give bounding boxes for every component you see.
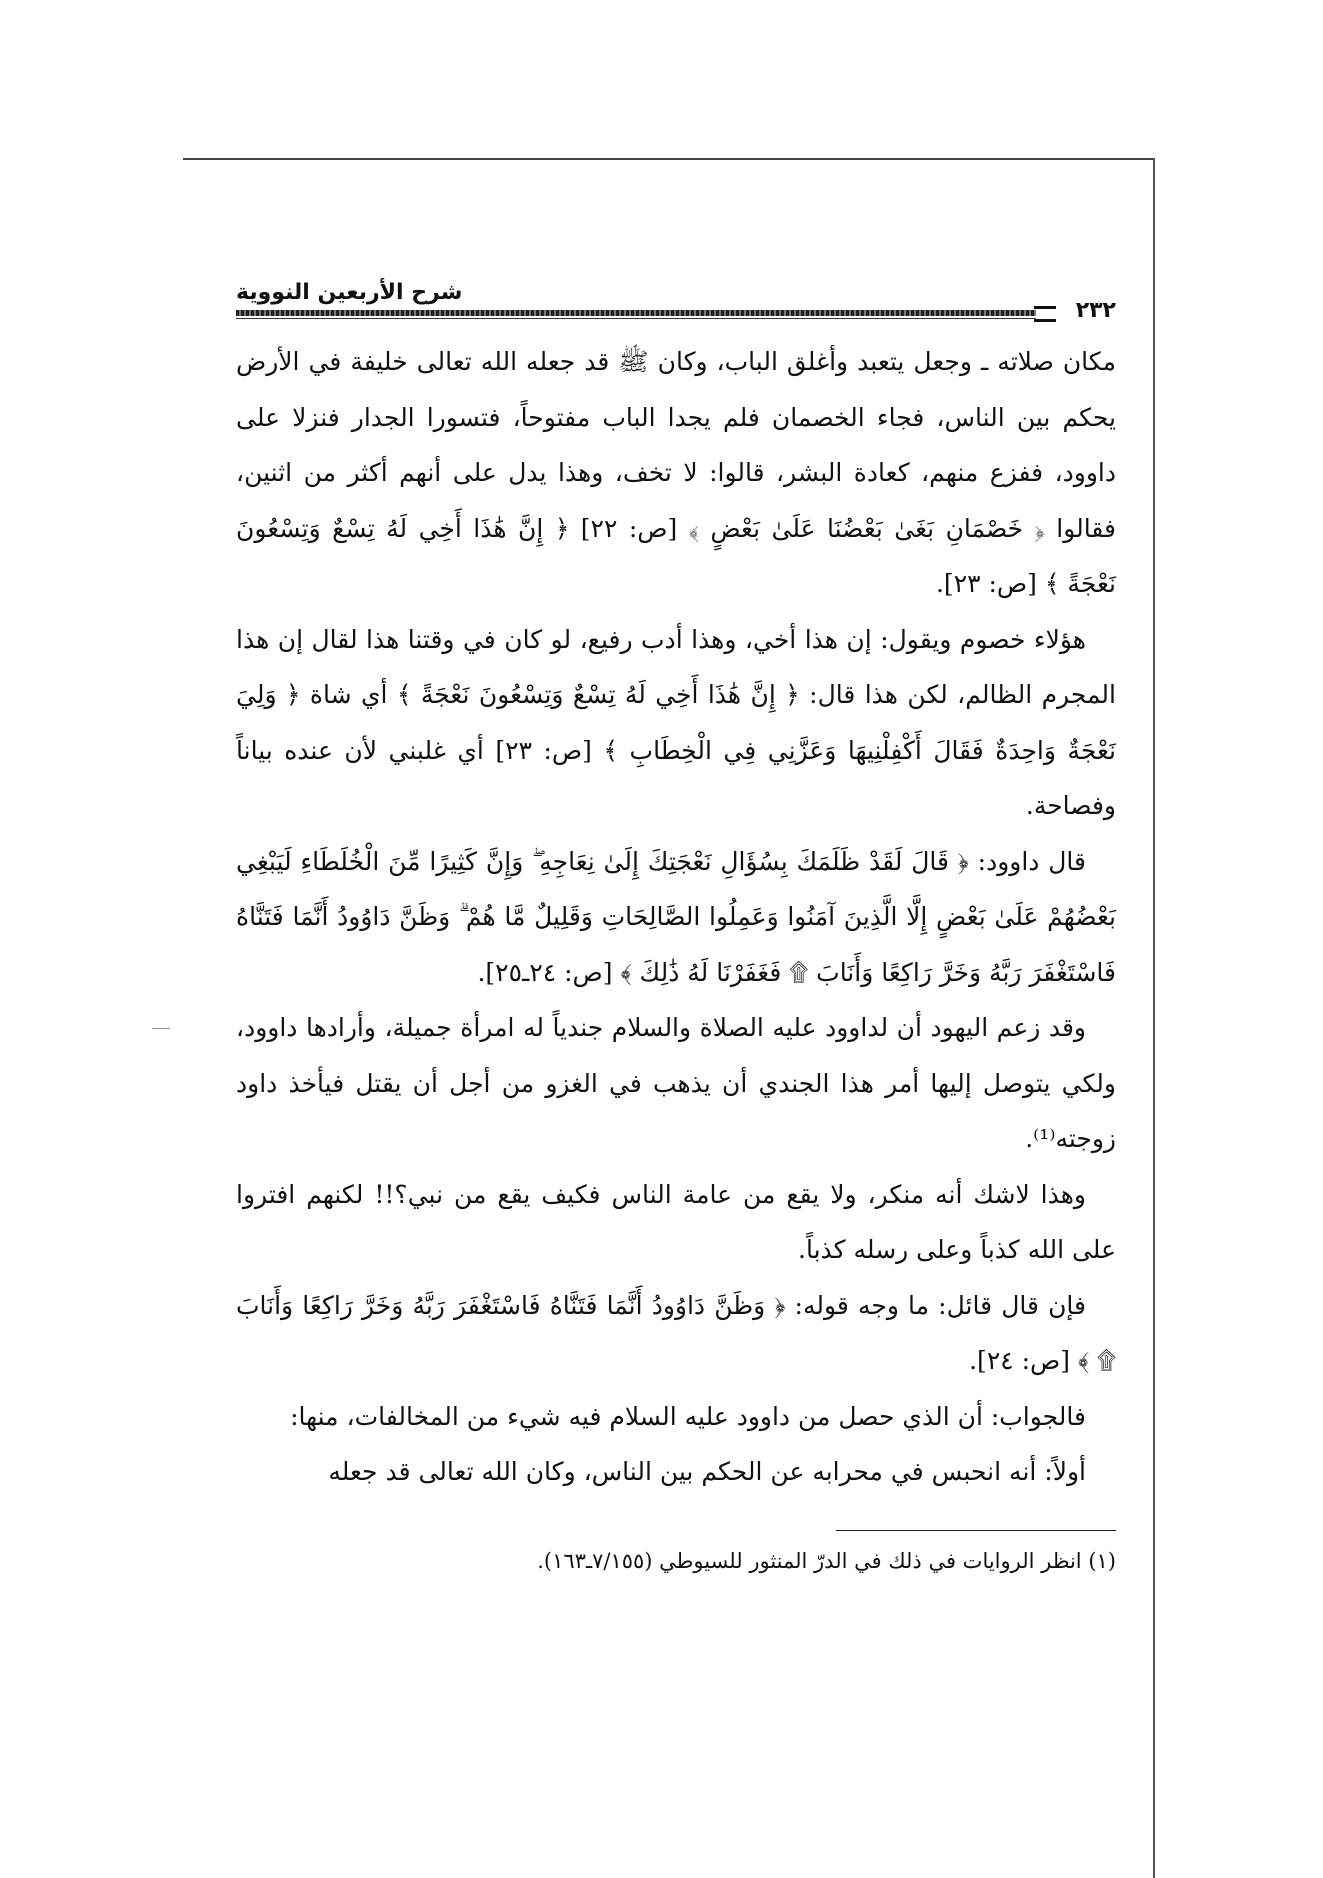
scan-border-right: [1153, 158, 1155, 1878]
paragraph: قال داوود: ﴿ قَالَ لَقَدْ ظَلَمَكَ بِسُؤَالِ نَعْجَتِكَ إِلَىٰ نِعَاجِهِ ۖ وَإِنَّ كَثِيرًا مِّنَ الْخُلَطَاءِ لَيَبْغِي بَعْضُهُمْ عَلَىٰ بَعْضٍ إِلَّا الَّذِينَ آمَنُوا وَعَمِلُوا الصَّالِحَاتِ وَقَلِيلٌ مَّا هُمْ ۗ وَظَنَّ دَاوُودُ أَنَّمَا فَتَنَّاهُ فَاسْتَغْفَرَ رَبَّهُ وَخَرَّ رَاكِعًا وَأَنَابَ ۩ فَغَفَرْنَا لَهُ ذَٰلِكَ ﴾ [ص: ٢٤ـ٢٥].: [236, 846, 1116, 987]
footnote: (١) انظر الروايات في ذلك في الدرّ المنثور للسيوطي (٧/١٥٥ـ١٦٣).: [537, 1548, 1116, 1573]
paragraph: وقد زعم اليهود أن لداوود عليه الصلاة والسلام جندياً له امرأة جميلة، وأرادها داوود، ولكي يتوصل إليها أمر هذا الجندي أن يذهب في الغزو من أجل أن يقتل فيأخذ داود زوجته⁽¹⁾.: [236, 1013, 1116, 1153]
footnote-separator: [836, 1530, 1116, 1531]
paragraph: فإن قال قائل: ما وجه قوله: ﴿ وَظَنَّ دَاوُودُ أَنَّمَا فَتَنَّاهُ فَاسْتَغْفَرَ رَبَّهُ وَخَرَّ رَاكِعًا وَأَنَابَ ۩ ﴾ [ص: ٢٤].: [236, 1290, 1116, 1375]
page-number: ٢٣٢: [1070, 298, 1116, 323]
paragraph: فالجواب: أن الذي حصل من داوود عليه السلام فيه شيء من المخالفات، منها:: [290, 1401, 1086, 1431]
book-page: [236, 280, 1116, 1581]
page-number-ornament: [1034, 306, 1056, 322]
header-rule: [236, 310, 1036, 316]
scan-border-top: [183, 158, 1155, 160]
paragraph: وهذا لاشك أنه منكر، ولا يقع من عامة الناس فكيف يقع من نبي؟!! لكنهم افتروا على الله كذباً وعلى رسله كذباً.: [236, 1179, 1116, 1264]
scan-mark: [152, 1028, 170, 1029]
running-header: [236, 280, 1116, 328]
paragraph: هؤلاء خصوم ويقول: إن هذا أخي، وهذا أدب رفيع، لو كان في وقتنا هذا لقال إن هذا المجرم الظالم، لكن هذا قال: ﴿ إِنَّ هَٰذَا أَخِي لَهُ تِسْعٌ وَتِسْعُونَ نَعْجَةً ﴾ أي شاة ﴿ وَلِيَ نَعْجَةٌ وَاحِدَةٌ فَقَالَ أَكْفِلْنِيهَا وَعَزَّنِي فِي الْخِطَابِ ﴾ [ص: ٢٣] أي غلبني لأن عنده بياناً وفصاحة.: [236, 624, 1116, 820]
book-title: شرح الأربعين النووية: [236, 280, 463, 305]
paragraph: أولاً: أنه انحبس في محرابه عن الحكم بين الناس، وكان الله تعالى قد جعله: [328, 1457, 1086, 1486]
header-rule-thin: [236, 318, 1036, 319]
paragraph: مكان صلاته ـ وجعل يتعبد وأغلق الباب، وكان ﷺ قد جعله الله تعالى خليفة في الأرض يحكم بين الناس، فجاء الخصمان فلم يجدا الباب مفتوحاً، فتسورا الجدار فنزلا على داوود، ففزع منهم، كعادة البشر، قالوا: لا تخف، وهذا يدل على أنهم أكثر من اثنين، فقالوا ﴿ خَصْمَانِ بَغَىٰ بَعْضُنَا عَلَىٰ بَعْضٍ ﴾ [ص: ٢٢] ﴿ إِنَّ هَٰذَا أَخِي لَهُ تِسْعٌ وَتِسْعُونَ نَعْجَةً ﴾ [ص: ٢٣].: [236, 347, 1116, 598]
main-text: [236, 334, 1116, 1500]
